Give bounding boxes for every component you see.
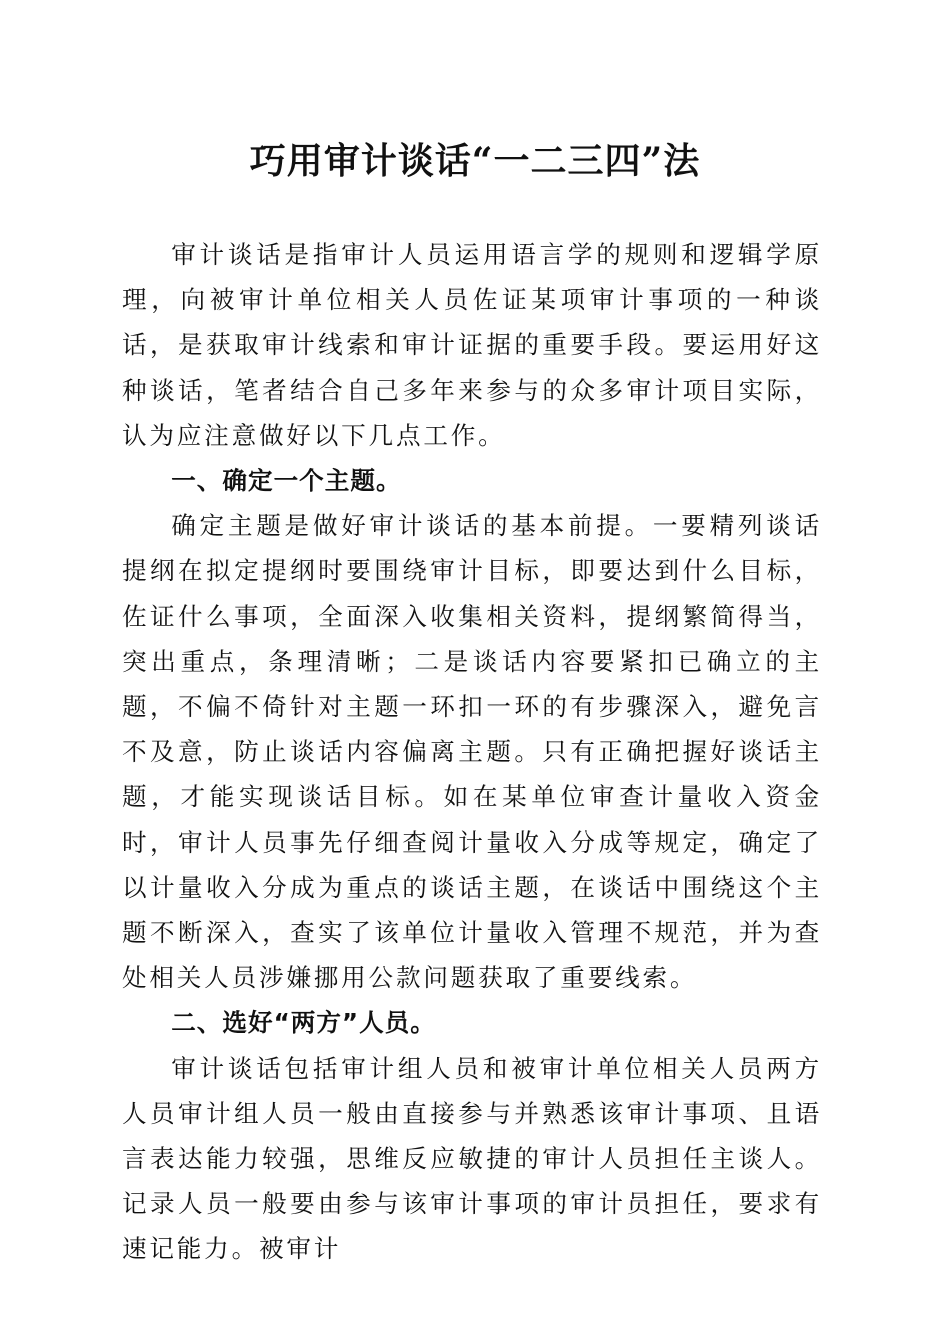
document-title: 巧用审计谈话“一二三四”法 bbox=[249, 140, 701, 182]
section-heading-2: 二、选好“两方”人员。 bbox=[171, 1008, 436, 1038]
document-body bbox=[122, 232, 822, 1272]
paragraph-section-1: 确定主题是做好审计谈话的基本前提。一要精列谈话提纲在拟定提纲时要围绕审计目标，即要达到什么目标，佐证什么事项，全面深入收集相关资料，提纲繁简得当，突出重点，条理清晰；二是谈话内容要紧扣已确立的主题，不偏不倚针对主题一环扣一环的有步骤深入，避免言不及意，防止谈话内容偏离主题。只有正确把握好谈话主题，才能实现谈话目标。如在某单位审查计量收入资金时，审计人员事先仔细查阅计量收入分成等规定，确定了以计量收入分成为重点的谈话主题，在谈话中围绕这个主题不断深入，查实了该单位计量收入管理不规范，并为查处相关人员涉嫌挪用公款问题获取了重要线索。 bbox=[122, 511, 822, 993]
paragraph-intro: 审计谈话是指审计人员运用语言学的规则和逻辑学原理，向被审计单位相关人员佐证某项审计事项的一种谈话，是获取审计线索和审计证据的重要手段。要运用好这种谈话，笔者结合自己多年来参与的众多审计项目实际，认为应注意做好以下几点工作。 bbox=[122, 240, 822, 450]
section-heading-1: 一、确定一个主题。 bbox=[171, 466, 402, 496]
paragraph-section-2: 审计谈话包括审计组人员和被审计单位相关人员两方人员审计组人员一般由直接参与并熟悉该审计事项、且语言表达能力较强，思维反应敏捷的审计人员担任主谈人。记录人员一般要由参与该审计事项的审计员担任，要求有速记能力。被审计 bbox=[122, 1053, 822, 1264]
